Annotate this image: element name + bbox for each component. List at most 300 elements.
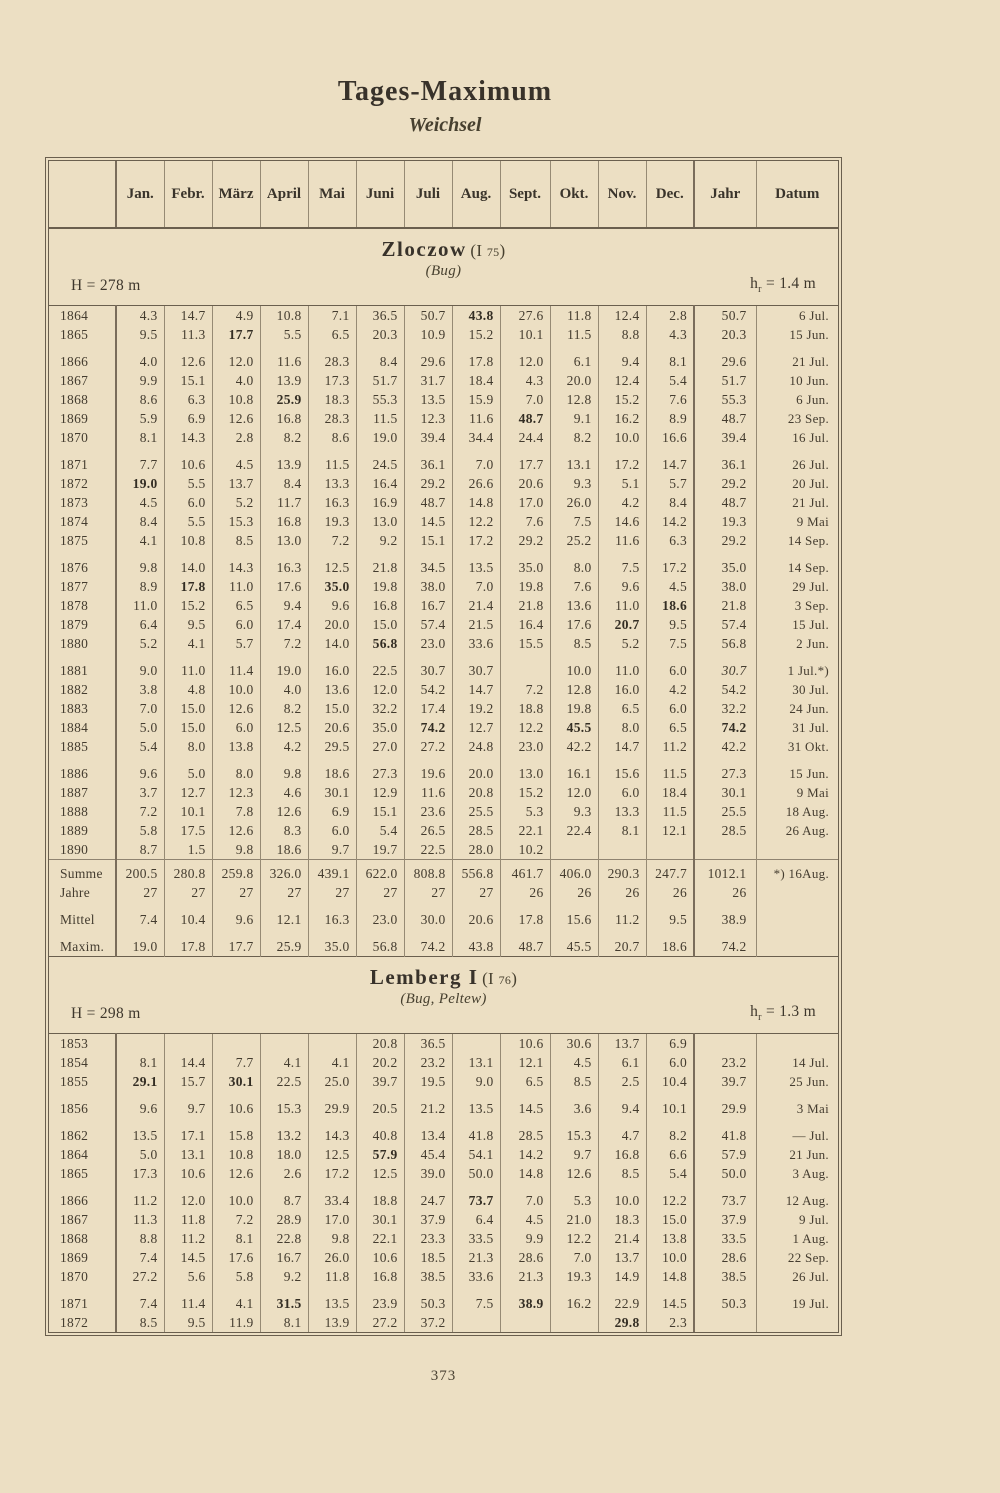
month-value-cell: 21.4	[452, 596, 500, 615]
month-value-cell: 27.2	[356, 1313, 404, 1332]
month-value-cell: 12.5	[308, 1145, 356, 1164]
datum-cell: 21 Jul.	[792, 494, 829, 510]
month-value-cell: 26	[598, 883, 646, 902]
jahr-max-cell: 29.2	[694, 474, 756, 493]
station-code: (I 76)	[482, 969, 518, 988]
datum-cell: 21 Jul.	[792, 353, 829, 369]
month-value-cell: 9.6	[212, 902, 260, 929]
month-value-cell: 7.4	[116, 1248, 164, 1267]
month-value-cell: 11.0	[598, 596, 646, 615]
month-value-cell: 18.6	[260, 840, 308, 860]
month-value-cell: 36.1	[404, 447, 452, 474]
table-row	[49, 1229, 838, 1248]
jahr-max-cell: 30.1	[694, 783, 756, 802]
month-value-cell: 23.9	[356, 1286, 404, 1313]
month-value-cell: 29.8	[598, 1313, 646, 1332]
jahr-max-cell: 25.5	[694, 802, 756, 821]
month-value-cell: 35.0	[308, 577, 356, 596]
table-row	[49, 929, 838, 957]
month-value-cell: 27	[260, 883, 308, 902]
month-value-cell: 13.5	[116, 1118, 164, 1145]
month-value-cell: 5.6	[164, 1267, 212, 1286]
month-value-cell: 5.1	[598, 474, 646, 493]
jahr-max-cell: 50.3	[694, 1286, 756, 1313]
month-value-cell: 10.4	[646, 1072, 694, 1091]
month-value-cell: 17.5	[164, 821, 212, 840]
month-value-cell: 12.4	[598, 371, 646, 390]
month-value-cell: 13.0	[500, 756, 550, 783]
month-value-cell: 9.8	[116, 550, 164, 577]
month-value-cell: 8.0	[212, 756, 260, 783]
month-value-cell: 5.0	[116, 718, 164, 737]
month-value-cell: 14.5	[164, 1248, 212, 1267]
year-cell: 1884	[49, 718, 116, 737]
year-cell: 1874	[49, 512, 116, 531]
year-cell: 1875	[49, 531, 116, 550]
month-value-cell: 9.8	[308, 1229, 356, 1248]
month-value-cell: 48.7	[500, 929, 550, 957]
month-value-cell: 17.8	[164, 929, 212, 957]
column-header: April	[260, 161, 308, 228]
month-value-cell: 19.2	[452, 699, 500, 718]
month-value-cell: 13.8	[646, 1229, 694, 1248]
month-value-cell: 17.8	[452, 344, 500, 371]
month-value-cell: 3.6	[550, 1091, 598, 1118]
month-value-cell: 19.8	[550, 699, 598, 718]
month-value-cell: 5.4	[356, 821, 404, 840]
month-value-cell: 22.9	[598, 1286, 646, 1313]
table-row	[49, 634, 838, 653]
month-value-cell: 26	[500, 883, 550, 902]
table-row	[49, 1053, 838, 1072]
month-value-cell: 7.7	[212, 1053, 260, 1072]
month-value-cell: 6.0	[212, 718, 260, 737]
month-value-cell: 16.3	[308, 902, 356, 929]
month-value-cell: 15.0	[164, 699, 212, 718]
month-value-cell: 9.3	[550, 474, 598, 493]
jahr-max-cell: 41.8	[694, 1118, 756, 1145]
year-cell: 1853	[49, 1034, 116, 1054]
month-value-cell: 27	[308, 883, 356, 902]
month-value-cell: 74.2	[404, 929, 452, 957]
month-value-cell: 280.8	[164, 860, 212, 884]
page-title: Tages-Maximum	[337, 76, 553, 107]
month-value-cell: 6.3	[164, 390, 212, 409]
month-value-cell	[260, 1034, 308, 1054]
month-value-cell: 6.5	[500, 1072, 550, 1091]
month-value-cell: 45.5	[550, 929, 598, 957]
month-value-cell: 9.0	[452, 1072, 500, 1091]
datum-cell: 15 Jul.	[792, 616, 829, 632]
month-value-cell: 17.6	[212, 1248, 260, 1267]
month-value-cell: 19.0	[116, 929, 164, 957]
month-value-cell: 36.5	[404, 1034, 452, 1054]
month-value-cell: 290.3	[598, 860, 646, 884]
month-value-cell: 21.4	[598, 1229, 646, 1248]
month-value-cell: 17.2	[308, 1164, 356, 1183]
table-row	[49, 902, 838, 929]
column-header: Jahr	[694, 161, 756, 228]
month-value-cell: 10.8	[212, 1145, 260, 1164]
year-cell: 1864	[49, 1145, 116, 1164]
jahr-max-cell: 29.9	[694, 1091, 756, 1118]
table-row	[49, 680, 838, 699]
month-value-cell: 15.0	[164, 718, 212, 737]
month-value-cell: 17.3	[116, 1164, 164, 1183]
month-value-cell: 74.2	[404, 718, 452, 737]
month-value-cell: 21.5	[452, 615, 500, 634]
table-row	[49, 1091, 838, 1118]
month-value-cell: 12.5	[356, 1164, 404, 1183]
month-value-cell: 28.5	[500, 1118, 550, 1145]
year-cell: 1886	[49, 756, 116, 783]
month-value-cell: 8.5	[116, 1313, 164, 1332]
month-value-cell: 26	[550, 883, 598, 902]
month-value-cell: 15.0	[308, 699, 356, 718]
month-value-cell: 19.0	[356, 428, 404, 447]
column-header: Aug.	[452, 161, 500, 228]
datum-cell: 9 Jul.	[799, 1211, 829, 1227]
month-value-cell: 6.9	[308, 802, 356, 821]
year-cell: 1889	[49, 821, 116, 840]
month-value-cell: 24.8	[452, 737, 500, 756]
month-value-cell: 8.1	[116, 1053, 164, 1072]
jahr-max-cell: 20.3	[694, 325, 756, 344]
month-value-cell: 16.7	[404, 596, 452, 615]
month-value-cell: 10.6	[212, 1091, 260, 1118]
month-value-cell: 12.1	[260, 902, 308, 929]
month-value-cell: 17.3	[308, 371, 356, 390]
month-value-cell: 4.5	[500, 1210, 550, 1229]
summary-label-cell: Maxim.	[49, 929, 116, 957]
month-value-cell: 14.4	[164, 1053, 212, 1072]
month-value-cell: 17.2	[598, 447, 646, 474]
month-value-cell: 4.1	[164, 634, 212, 653]
month-value-cell: 14.7	[452, 680, 500, 699]
column-header: Datum	[756, 161, 838, 228]
month-value-cell: 13.5	[452, 550, 500, 577]
month-value-cell: 6.0	[212, 615, 260, 634]
datum-cell: 31 Jul.	[792, 719, 829, 735]
month-value-cell: 9.0	[116, 653, 164, 680]
month-value-cell: 4.2	[646, 680, 694, 699]
climate-table	[49, 161, 838, 1332]
month-value-cell: 19.8	[500, 577, 550, 596]
month-value-cell: 20.6	[500, 474, 550, 493]
datum-cell: 10 Jun.	[789, 372, 829, 388]
table-row	[49, 512, 838, 531]
month-value-cell: 10.6	[500, 1034, 550, 1054]
month-value-cell: 11.3	[164, 325, 212, 344]
month-value-cell: 16.3	[260, 550, 308, 577]
datum-cell: 26 Aug.	[785, 822, 829, 838]
month-value-cell: 11.9	[212, 1313, 260, 1332]
jahr-max-cell: 57.9	[694, 1145, 756, 1164]
month-value-cell: 12.7	[164, 783, 212, 802]
jahr-max-cell: 51.7	[694, 371, 756, 390]
month-value-cell: 14.3	[212, 550, 260, 577]
month-value-cell: 16.0	[308, 653, 356, 680]
month-value-cell: 16.7	[260, 1248, 308, 1267]
month-value-cell: 10.0	[550, 653, 598, 680]
month-value-cell: 19.3	[550, 1267, 598, 1286]
station-section-header	[49, 957, 838, 1034]
table-row	[49, 821, 838, 840]
year-cell: 1855	[49, 1072, 116, 1091]
datum-cell: 1 Aug.	[792, 1230, 829, 1246]
month-value-cell: 9.5	[164, 615, 212, 634]
month-value-cell: 17.8	[500, 902, 550, 929]
month-value-cell: 13.0	[356, 512, 404, 531]
month-value-cell: 19.7	[356, 840, 404, 860]
month-value-cell: 7.2	[308, 531, 356, 550]
month-value-cell: 39.0	[404, 1164, 452, 1183]
month-value-cell: 4.2	[598, 493, 646, 512]
month-value-cell: 14.0	[308, 634, 356, 653]
month-value-cell: 11.0	[164, 653, 212, 680]
month-value-cell: 29.2	[404, 474, 452, 493]
month-value-cell	[550, 840, 598, 860]
month-value-cell: 29.5	[308, 737, 356, 756]
month-value-cell: 39.7	[356, 1072, 404, 1091]
month-value-cell: 12.6	[212, 699, 260, 718]
month-value-cell: 16.8	[260, 409, 308, 428]
table-row	[49, 409, 838, 428]
month-value-cell: 18.5	[404, 1248, 452, 1267]
month-value-cell: 43.8	[452, 306, 500, 326]
jahr-max-cell: 42.2	[694, 737, 756, 756]
datum-cell: 3 Sep.	[794, 597, 829, 613]
month-value-cell: 14.9	[598, 1267, 646, 1286]
month-value-cell: 20.0	[550, 371, 598, 390]
month-value-cell: 6.5	[646, 718, 694, 737]
month-value-cell: 19.6	[404, 756, 452, 783]
month-value-cell: 13.0	[260, 531, 308, 550]
table-row	[49, 344, 838, 371]
year-cell: 1887	[49, 783, 116, 802]
month-value-cell: 27.3	[356, 756, 404, 783]
year-cell: 1872	[49, 474, 116, 493]
month-value-cell: 6.9	[164, 409, 212, 428]
station-river: (Bug, Peltew)	[400, 991, 487, 1007]
month-value-cell: 5.0	[164, 756, 212, 783]
month-value-cell: 19.8	[356, 577, 404, 596]
month-value-cell: 11.8	[550, 306, 598, 326]
month-value-cell: 7.6	[646, 390, 694, 409]
month-value-cell: 4.0	[260, 680, 308, 699]
month-value-cell: 4.3	[646, 325, 694, 344]
month-value-cell: 5.5	[164, 474, 212, 493]
table-row	[49, 718, 838, 737]
month-value-cell: 15.0	[356, 615, 404, 634]
month-value-cell: 4.0	[116, 344, 164, 371]
month-value-cell: 13.9	[308, 1313, 356, 1332]
datum-cell: 31 Okt.	[787, 738, 829, 754]
month-value-cell: 10.0	[212, 680, 260, 699]
month-value-cell: 31.7	[404, 371, 452, 390]
datum-cell: 14 Sep.	[787, 532, 829, 548]
datum-cell: 25 Jun.	[789, 1073, 829, 1089]
table-row	[49, 840, 838, 860]
month-value-cell: 17.2	[646, 550, 694, 577]
month-value-cell: 8.4	[260, 474, 308, 493]
month-value-cell: 38.0	[404, 577, 452, 596]
month-value-cell: 14.3	[164, 428, 212, 447]
month-value-cell: 13.4	[404, 1118, 452, 1145]
jahr-max-cell: 38.5	[694, 1267, 756, 1286]
month-value-cell: 22.1	[500, 821, 550, 840]
month-value-cell: 10.6	[164, 1164, 212, 1183]
summary-label-cell: Mittel	[49, 902, 116, 929]
month-value-cell: 35.0	[500, 550, 550, 577]
month-value-cell: 13.7	[598, 1248, 646, 1267]
year-cell: 1868	[49, 390, 116, 409]
datum-cell	[756, 1034, 838, 1054]
month-value-cell: 50.3	[404, 1286, 452, 1313]
month-value-cell: 8.6	[308, 428, 356, 447]
month-value-cell: 18.6	[646, 596, 694, 615]
jahr-max-cell: 32.2	[694, 699, 756, 718]
month-value-cell: 9.5	[646, 902, 694, 929]
month-value-cell: 27	[212, 883, 260, 902]
month-value-cell: 48.7	[404, 493, 452, 512]
table-row	[49, 1072, 838, 1091]
year-cell: 1883	[49, 699, 116, 718]
month-value-cell: 28.9	[260, 1210, 308, 1229]
month-value-cell: 200.5	[116, 860, 164, 884]
month-value-cell: 7.2	[260, 634, 308, 653]
jahr-max-cell: 35.0	[694, 550, 756, 577]
month-value-cell: 29.9	[308, 1091, 356, 1118]
month-value-cell: 439.1	[308, 860, 356, 884]
month-value-cell: 42.2	[550, 737, 598, 756]
month-value-cell	[164, 1034, 212, 1054]
month-value-cell: 14.8	[500, 1164, 550, 1183]
table-row	[49, 531, 838, 550]
year-cell: 1876	[49, 550, 116, 577]
month-value-cell: 45.5	[550, 718, 598, 737]
month-value-cell: 9.1	[550, 409, 598, 428]
jahr-max-cell: 29.2	[694, 531, 756, 550]
month-value-cell: 51.7	[356, 371, 404, 390]
year-cell: 1868	[49, 1229, 116, 1248]
month-value-cell: 8.9	[646, 409, 694, 428]
month-value-cell: 56.8	[356, 929, 404, 957]
table-row	[49, 428, 838, 447]
month-value-cell: 20.8	[356, 1034, 404, 1054]
year-cell: 1854	[49, 1053, 116, 1072]
month-value-cell: 9.2	[356, 531, 404, 550]
month-value-cell: 4.1	[116, 531, 164, 550]
month-value-cell: 19.3	[308, 512, 356, 531]
month-value-cell: 7.0	[550, 1248, 598, 1267]
year-cell: 1870	[49, 1267, 116, 1286]
year-cell: 1865	[49, 1164, 116, 1183]
month-value-cell: 9.5	[646, 615, 694, 634]
month-value-cell: 11.7	[260, 493, 308, 512]
month-value-cell: 7.2	[500, 680, 550, 699]
month-value-cell: 7.0	[500, 390, 550, 409]
month-value-cell: 2.3	[646, 1313, 694, 1332]
month-value-cell: 8.1	[212, 1229, 260, 1248]
month-value-cell: 5.8	[116, 821, 164, 840]
datum-cell: 14 Jul.	[792, 1054, 829, 1070]
month-value-cell: 8.6	[116, 390, 164, 409]
month-value-cell: 33.6	[452, 634, 500, 653]
month-value-cell: 2.6	[260, 1164, 308, 1183]
datum-cell: 20 Jul.	[792, 475, 829, 491]
month-value-cell: 8.5	[550, 634, 598, 653]
month-value-cell: 16.1	[550, 756, 598, 783]
month-value-cell	[598, 840, 646, 860]
table-row	[49, 1164, 838, 1183]
month-value-cell: 26.6	[452, 474, 500, 493]
month-value-cell: 20.0	[452, 756, 500, 783]
month-value-cell: 11.2	[164, 1229, 212, 1248]
month-value-cell: 5.5	[260, 325, 308, 344]
month-value-cell: 16.8	[356, 596, 404, 615]
month-value-cell: 259.8	[212, 860, 260, 884]
month-value-cell: 14.3	[308, 1118, 356, 1145]
month-value-cell: 20.8	[452, 783, 500, 802]
month-value-cell: 18.8	[356, 1183, 404, 1210]
month-value-cell: 16.4	[356, 474, 404, 493]
datum-cell: 16 Jul.	[792, 429, 829, 445]
month-value-cell: 33.5	[452, 1229, 500, 1248]
month-value-cell: 4.5	[646, 577, 694, 596]
month-value-cell: 22.4	[550, 821, 598, 840]
month-value-cell: 15.0	[646, 1210, 694, 1229]
table-row	[49, 1145, 838, 1164]
month-value-cell: 6.4	[116, 615, 164, 634]
month-value-cell: 26.0	[550, 493, 598, 512]
month-value-cell: 14.0	[164, 550, 212, 577]
year-cell: 1877	[49, 577, 116, 596]
table-row	[49, 783, 838, 802]
datum-cell: 2 Jun.	[796, 635, 829, 651]
jahr-max-cell: 28.6	[694, 1248, 756, 1267]
month-value-cell: 10.6	[356, 1248, 404, 1267]
month-value-cell: 7.0	[500, 1183, 550, 1210]
year-cell: 1869	[49, 409, 116, 428]
month-value-cell: 7.4	[116, 902, 164, 929]
month-value-cell: 6.0	[646, 1053, 694, 1072]
month-value-cell: 27.2	[116, 1267, 164, 1286]
year-cell: 1866	[49, 1183, 116, 1210]
jahr-max-cell: 36.1	[694, 447, 756, 474]
month-value-cell: 8.3	[260, 821, 308, 840]
month-value-cell: 26.5	[404, 821, 452, 840]
month-value-cell: 11.2	[116, 1183, 164, 1210]
datum-cell: 23 Sep.	[787, 410, 829, 426]
month-value-cell: 12.0	[164, 1183, 212, 1210]
datum-cell: 14 Sep.	[787, 559, 829, 575]
month-value-cell: 13.1	[452, 1053, 500, 1072]
table-row	[49, 699, 838, 718]
column-header: Febr.	[164, 161, 212, 228]
month-value-cell: 4.2	[260, 737, 308, 756]
month-value-cell: 4.1	[308, 1053, 356, 1072]
station-gauge-height: $h_r = 1.3$ m	[750, 1002, 816, 1023]
station-gauge-height: $h_r = 1.4$ m	[750, 274, 816, 295]
datum-cell: 30 Jul.	[792, 681, 829, 697]
year-cell: 1871	[49, 447, 116, 474]
month-value-cell: 12.2	[646, 1183, 694, 1210]
month-value-cell: 16.0	[598, 680, 646, 699]
month-value-cell: 7.5	[452, 1286, 500, 1313]
month-value-cell: 73.7	[452, 1183, 500, 1210]
month-value-cell: 23.0	[404, 634, 452, 653]
